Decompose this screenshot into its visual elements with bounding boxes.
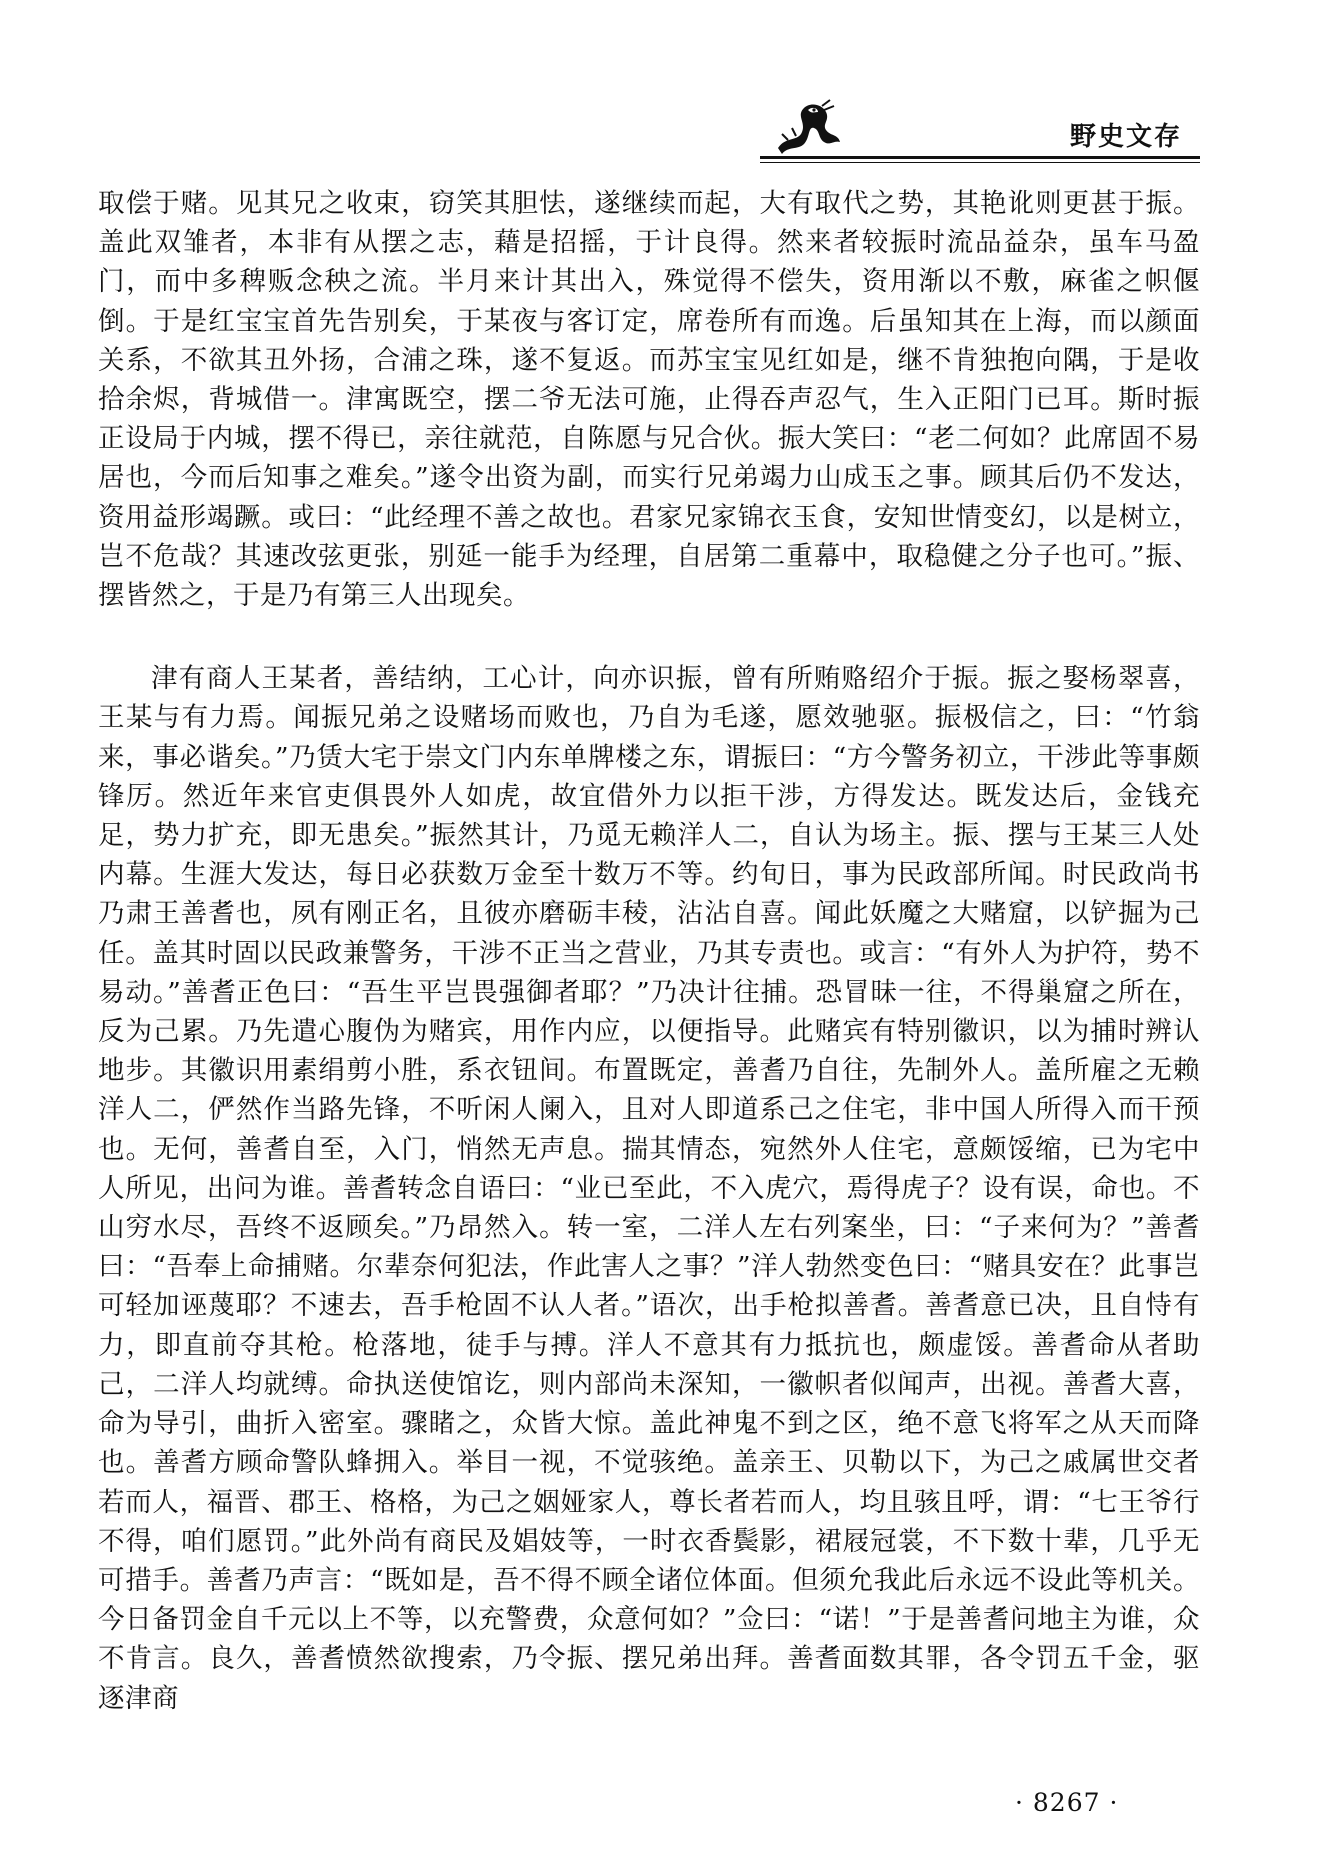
series-title: 野史文存	[1069, 122, 1182, 152]
running-header	[760, 96, 1200, 166]
page-number: · 8267 ·	[1015, 1788, 1119, 1817]
body-text	[98, 184, 1200, 1718]
paragraph-1: 取偿于赌。见其兄之收束，窃笑其胆怯，遂继续而起，大有取代之势，其艳讹则更甚于振。盖此双雏者，本非有从摆之志，藉是招摇，于计良得。然来者较振时流品益杂，虽车马盈门，而中多稗贩念秧之流。半月来计其出入，殊觉得不偿失，资用渐以不敷，麻雀之帜偃倒。于是红宝宝首先告别矣，于某夜与客订定，席卷所有而逸。后虽知其在上海，而以颜面关系，不欲其丑外扬，合浦之珠，遂不复返。而苏宝宝见红如是，继不肯独抱向隅，于是收拾余烬，背城借一。津寓既空，摆二爷无法可施，止得吞声忍气，生入正阳门已耳。斯时振正设局于内城，摆不得已，亲往就范，自陈愿与兄合伙。振大笑曰：“老二何如？此席固不易居也，今而后知事之难矣。”遂令出资为副，而实行兄弟竭力山成玉之事。顾其后仍不发达，资用益形竭蹶。或曰：“此经理不善之故也。君家兄家锦衣玉食，安知世情变幻，以是树立，岂不危哉？其速改弦更张，别延一能手为经理，自居第二重幕中，取稳健之分子也可。”振、摆皆然之，于是乃有第三人出现矣。	[98, 188, 1200, 612]
header-rule-thin	[760, 162, 1200, 163]
header-rule	[760, 156, 1200, 159]
dragon-logo-icon	[768, 96, 844, 160]
paragraph-2: 津有商人王某者，善结纳，工心计，向亦识振，曾有所贿赂绍介于振。振之娶杨翠喜，王某与有力焉。闻振兄弟之设赌场而败也，乃自为毛遂，愿效驰驱。振极信之，曰：“竹翁来，事必谐矣。”乃赁大宅于崇文门内东单牌楼之东，谓振曰：“方今警务初立，干涉此等事颇锋厉。然近年来官吏俱畏外人如虎，故宜借外力以拒干涉，方得发达。既发达后，金钱充足，势力扩充，即无患矣。”振然其计，乃觅无赖洋人二，自认为场主。振、摆与王某三人处内幕。生涯大发达，每日必获数万金至十数万不等。约旬日，事为民政部所闻。时民政尚书乃肃王善耆也，夙有刚正名，且彼亦磨砺丰稜，沾沾自喜。闻此妖魔之大赌窟，以铲掘为己任。盖其时固以民政兼警务，干涉不正当之营业，乃其专责也。或言：“有外人为护符，势不易动。”善耆正色曰：“吾生平岂畏强御者耶？”乃决计往捕。恐冒昧一往，不得巢窟之所在，反为己累。乃先遣心腹伪为赌宾，用作内应，以便指导。此赌宾有特别徽识，以为捕时辨认地步。其徽识用素绢剪小胜，系衣钮间。布置既定，善耆乃自往，先制外人。盖所雇之无赖洋人二，俨然作当路先锋，不听闲人阑入，且对人即道系己之住宅，非中国人所得入而干预也。无何，善耆自至，入门，悄然无声息。揣其情态，宛然外人住宅，意颇馁缩，已为宅中人所见，出问为谁。善耆转念自语曰：“业已至此，不入虎穴，焉得虎子？设有误，命也。不山穷水尽，吾终不返顾矣。”乃昂然入。转一室，二洋人左右列案坐，曰：“子来何为？”善耆曰：“吾奉上命捕赌。尔辈奈何犯法，作此害人之事？”洋人勃然变色曰：“赌具安在？此事岂可轻加诬蔑耶？不速去，吾手枪固不认人者。”语次，出手枪拟善耆。善耆意已决，且自恃有力，即直前夺其枪。枪落地，徒手与搏。洋人不意其有力抵抗也，颇虚馁。善耆命从者助己，二洋人均就缚。命执送使馆讫，则内部尚未深知，一徽帜者似闻声，出视。善耆大喜，命为导引，曲折入密室。骤睹之，众皆大惊。盖此神鬼不到之区，绝不意飞将军之从天而降也。善耆方顾命警队蜂拥入。举目一视，不觉骇绝。盖亲王、贝勒以下，为己之戚属世交者若而人，福晋、郡王、格格，为己之姻娅家人，尊长者若而人，均且骇且呼，谓：“七王爷行不得，咱们愿罚。”此外尚有商民及娼妓等，一时衣香鬓影，裙屐冠裳，不下数十辈，几乎无可措手。善耆乃声言：“既如是，吾不得不顾全诸位体面。但须允我此后永远不设此等机关。今日备罚金自千元以上不等，以充警费，众意何如？”佥曰：“诺！”于是善耆问地主为谁，众不肯言。良久，善耆愤然欲搜索，乃令振、摆兄弟出拜。善耆面数其罪，各令罚五千金，驱逐津商	[98, 663, 1200, 1714]
